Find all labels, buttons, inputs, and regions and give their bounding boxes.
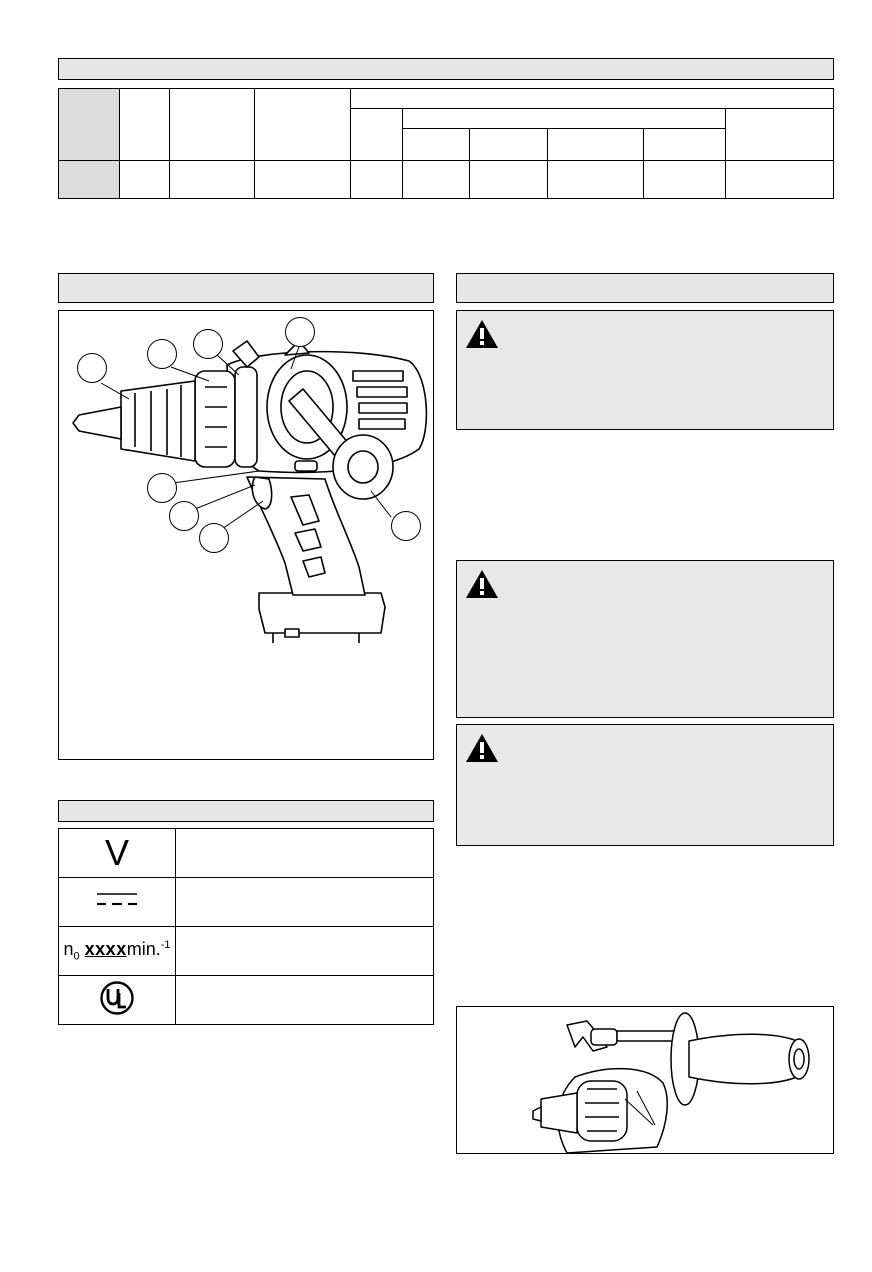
warning-triangle-icon [465, 319, 499, 349]
spec-data-volts [120, 161, 169, 199]
warning-triangle-icon [465, 733, 499, 763]
clutch-collar [195, 371, 235, 467]
spec-rpm-header-cell [350, 109, 402, 161]
callout-3 [193, 329, 223, 359]
ul-mark-icon [99, 980, 135, 1016]
volts-symbol-text: V [104, 832, 129, 873]
trigger [252, 477, 271, 509]
spec-cap-col-1 [402, 129, 469, 161]
specifications-table [58, 88, 834, 199]
spec-data-cap-1 [402, 161, 469, 199]
spec-data-charger [254, 161, 350, 199]
symbology-header-bar [58, 800, 434, 822]
direct-current-description [176, 878, 434, 927]
warning-triangle-icon [465, 569, 499, 599]
keyless-chuck [121, 381, 195, 461]
symbology-table [58, 828, 434, 1025]
ul-listing-mark [59, 976, 176, 1025]
no-load-speed-value: xxxx [84, 939, 127, 960]
warning-box-2 [456, 560, 834, 718]
keyless-chuck [541, 1093, 577, 1133]
direct-current-icon [95, 890, 139, 910]
no-load-speed-unit: min. [126, 939, 161, 960]
no-load-speed-prefix: n [63, 939, 74, 960]
callout-1 [77, 353, 107, 383]
spec-cap-col-3 [548, 129, 644, 161]
callout-8 [391, 511, 421, 541]
spec-data-cap-4 [644, 161, 726, 199]
side-handle-grip [689, 1034, 797, 1084]
chuck-nose [73, 407, 121, 439]
no-load-speed-description [176, 927, 434, 976]
drill-diagram-box [58, 310, 434, 760]
symbology-row [59, 829, 434, 878]
spec-cat-no-header-cell [59, 89, 120, 161]
hammer-drill-illustration [59, 311, 433, 759]
volts-description [176, 829, 434, 878]
no-load-speed-symbol [59, 927, 176, 976]
spec-data-rpm [350, 161, 402, 199]
clutch-collar [577, 1081, 627, 1141]
ul-listing-description [176, 976, 434, 1025]
spec-bpm-header-cell [726, 109, 834, 161]
side-handle-installation-illustration [457, 1007, 833, 1153]
spec-data-bpm [726, 161, 834, 199]
side-handle-installation-figure [456, 1006, 834, 1154]
spec-data-cap-2 [470, 161, 548, 199]
spec-volts-header-cell [120, 89, 169, 161]
spec-capacity-header-cell [402, 109, 725, 129]
spec-charger-header-cell [254, 89, 350, 161]
callout-7 [199, 523, 229, 553]
volts-symbol [59, 829, 176, 878]
callout-2 [147, 339, 177, 369]
callout-6 [169, 501, 199, 531]
spec-data-cat-no [59, 161, 120, 199]
forward-reverse-lever [295, 461, 317, 471]
callout-5 [147, 473, 177, 503]
assembly-header-bar [456, 273, 834, 303]
spec-battery-header-cell [169, 89, 254, 161]
no-load-speed-sub: 0 [73, 950, 80, 963]
spec-cap-col-2 [470, 129, 548, 161]
symbology-row [59, 927, 434, 976]
warning-box-3 [456, 724, 834, 846]
mode-collar [235, 367, 257, 467]
functional-description-header-bar [58, 273, 434, 303]
spec-group-header-cell [350, 89, 833, 109]
no-load-speed-sup: -1 [160, 939, 171, 952]
specifications-header-bar [58, 58, 834, 80]
direct-current-symbol [59, 878, 176, 927]
symbology-row [59, 976, 434, 1025]
symbology-row [59, 878, 434, 927]
spec-data-battery [169, 161, 254, 199]
battery-pack [259, 593, 385, 633]
warning-box-1 [456, 310, 834, 430]
callout-4 [285, 317, 315, 347]
spec-data-cap-3 [548, 161, 644, 199]
spec-cap-col-4 [644, 129, 726, 161]
